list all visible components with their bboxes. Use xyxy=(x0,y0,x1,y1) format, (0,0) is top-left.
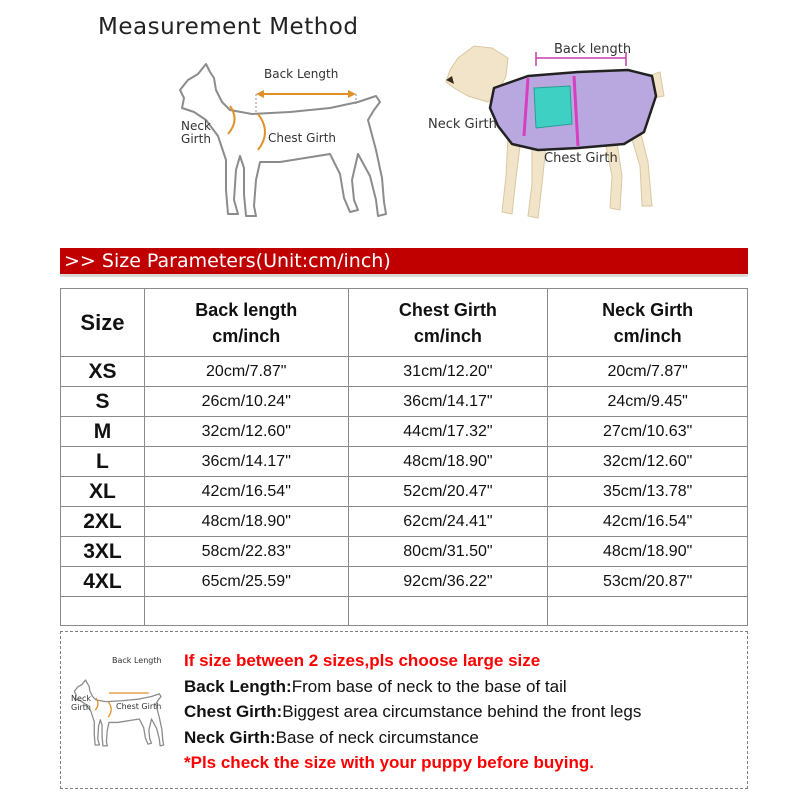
table-row xyxy=(61,387,748,417)
small-neck-label-line2: Girth xyxy=(71,703,91,712)
chest-girth-note-text: Biggest area circumstance behind the front legs xyxy=(282,702,642,721)
back-length-cell: 26cm/10.24" xyxy=(144,387,348,417)
table-row xyxy=(61,537,748,567)
table-row-empty xyxy=(61,597,748,626)
size-table xyxy=(60,288,748,626)
header-neck-girth-title: Neck Girth xyxy=(602,299,694,320)
chest-girth-cell: 92cm/36.22" xyxy=(348,567,548,597)
neck-girth-cell: 42cm/16.54" xyxy=(548,507,748,537)
left-neck-label-line1: Neck xyxy=(181,119,211,133)
size-tip: If size between 2 sizes,pls choose large size xyxy=(184,651,541,670)
chest-girth-note-label: Chest Girth: xyxy=(184,702,283,721)
left-chest-girth-label: Chest Girth xyxy=(268,131,337,145)
right-back-length-label: Back length xyxy=(554,42,632,57)
left-neck-girth-label xyxy=(176,120,216,146)
right-neck-girth-label: Neck Girth xyxy=(428,117,497,132)
back-length-note xyxy=(184,674,641,700)
table-row xyxy=(61,417,748,447)
header-back-length-title: Back length xyxy=(195,299,298,320)
back-length-note-text: From base of neck to the base of tail xyxy=(291,676,567,696)
neck-girth-cell: 24cm/9.45" xyxy=(548,387,748,417)
chest-girth-cell: 80cm/31.50" xyxy=(348,537,548,567)
size-cell: L xyxy=(61,447,145,477)
small-neck-label-line1: Neck xyxy=(71,694,91,703)
empty-cell xyxy=(548,597,748,626)
table-row xyxy=(61,567,748,597)
table-row xyxy=(61,447,748,477)
neck-girth-note xyxy=(184,725,641,751)
neck-girth-note-text: Base of neck circumstance xyxy=(275,727,479,747)
back-length-cell: 42cm/16.54" xyxy=(144,477,348,507)
back-length-note-label: Back Length: xyxy=(184,676,292,696)
header-back-length xyxy=(144,289,348,357)
neck-girth-cell: 48cm/18.90" xyxy=(548,537,748,567)
header-chest-girth xyxy=(348,289,548,357)
neck-girth-cell: 32cm/12.60" xyxy=(548,447,748,477)
header-chest-girth-unit: cm/inch xyxy=(413,325,482,346)
neck-girth-cell: 27cm/10.63" xyxy=(548,417,748,447)
empty-cell xyxy=(348,597,548,626)
table-row xyxy=(61,357,748,387)
size-cell: 3XL xyxy=(61,537,145,567)
size-cell: S xyxy=(61,387,145,417)
header-back-length-unit: cm/inch xyxy=(212,325,281,346)
left-neck-label-line2: Girth xyxy=(181,132,211,146)
size-cell: 4XL xyxy=(61,567,145,597)
chest-girth-cell: 48cm/18.90" xyxy=(348,447,548,477)
chest-girth-note xyxy=(184,699,641,725)
back-length-arrow-left xyxy=(256,90,264,98)
size-cell: XL xyxy=(61,477,145,507)
notes-text xyxy=(184,648,641,776)
chest-girth-cell: 44cm/17.32" xyxy=(348,417,548,447)
header-neck-girth xyxy=(548,289,748,357)
small-back-length-label: Back Length xyxy=(112,656,162,665)
back-length-cell: 20cm/7.87" xyxy=(144,357,348,387)
size-parameters-banner: >> Size Parameters(Unit:cm/inch) xyxy=(60,248,748,274)
small-dog-outline-diagram xyxy=(70,652,174,776)
left-back-length-label: Back Length xyxy=(264,67,339,81)
empty-cell xyxy=(61,597,145,626)
header-chest-girth-title: Chest Girth xyxy=(398,299,497,320)
table-row xyxy=(61,477,748,507)
table-header-row xyxy=(61,289,748,357)
chest-girth-cell: 52cm/20.47" xyxy=(348,477,548,507)
back-length-cell: 36cm/14.17" xyxy=(144,447,348,477)
neck-girth-cell: 20cm/7.87" xyxy=(548,357,748,387)
chest-girth-cell: 36cm/14.17" xyxy=(348,387,548,417)
back-length-cell: 58cm/22.83" xyxy=(144,537,348,567)
size-cell: M xyxy=(61,417,145,447)
header-size: Size xyxy=(61,289,145,357)
neck-girth-note-label: Neck Girth: xyxy=(184,727,276,747)
back-length-arrow-right xyxy=(348,90,356,98)
banner-divider xyxy=(60,274,748,277)
neck-girth-cell: 35cm/13.78" xyxy=(548,477,748,507)
page-title: Measurement Method xyxy=(98,14,359,40)
back-length-cell: 32cm/12.60" xyxy=(144,417,348,447)
chest-girth-cell: 62cm/24.41" xyxy=(348,507,548,537)
right-chest-girth-label: Chest Girth xyxy=(544,151,618,166)
table-row xyxy=(61,507,748,537)
back-length-cell: 65cm/25.59" xyxy=(144,567,348,597)
dog-vest-photo xyxy=(428,36,678,232)
small-chest-girth-label: Chest Girth xyxy=(116,702,162,711)
neck-girth-cell: 53cm/20.87" xyxy=(548,567,748,597)
size-cell: XS xyxy=(61,357,145,387)
header-neck-girth-unit: cm/inch xyxy=(613,325,682,346)
back-length-cell: 48cm/18.90" xyxy=(144,507,348,537)
check-size-warning: *Pls check the size with your puppy before buying. xyxy=(184,753,594,772)
small-neck-girth-label xyxy=(70,694,92,712)
size-cell: 2XL xyxy=(61,507,145,537)
chest-girth-cell: 31cm/12.20" xyxy=(348,357,548,387)
vest-panel xyxy=(534,86,572,128)
empty-cell xyxy=(144,597,348,626)
